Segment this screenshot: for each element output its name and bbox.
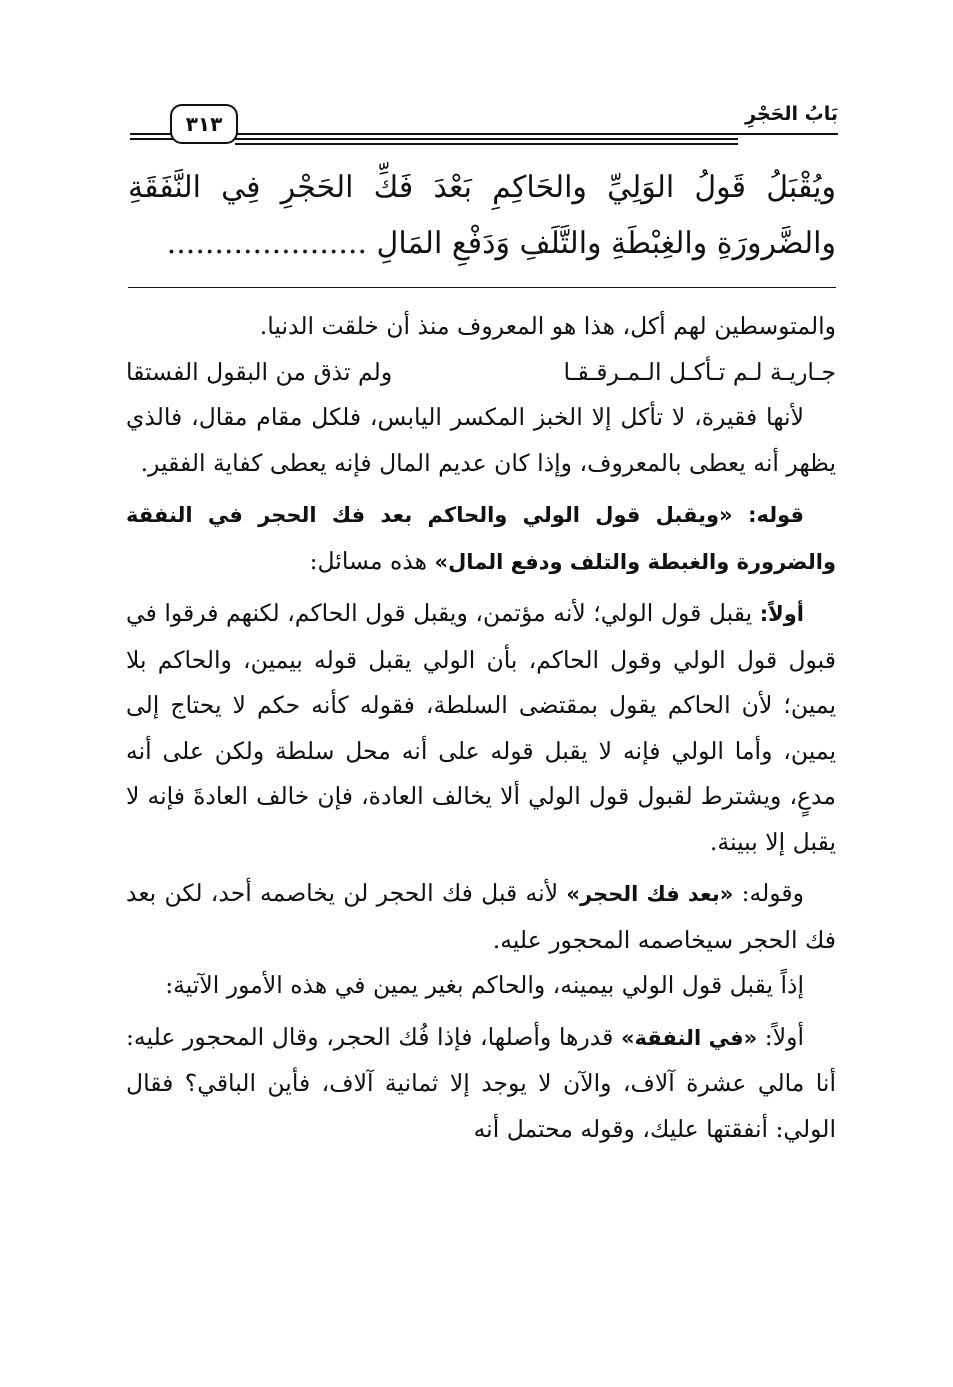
paragraph-text: لأنه قبل فك الحجر لن يخاصمه أحد، لكن بعد فك الحجر سيخاصمه المحجور عليه. <box>126 879 836 954</box>
paragraph <box>126 1015 836 1153</box>
matn-line: والضَّرورَةِ والغِبْطَةِ والتَّلَفِ وَدَفْعِ المَالِ ..................... <box>166 226 836 261</box>
header-rule <box>235 143 738 145</box>
page-header <box>120 92 838 152</box>
paragraph-text: يقبل قول الولي؛ لأنه مؤتمن، ويقبل قول الحاكم، لكنهم فرقوا في قبول قول الولي وقول الحاكم، بأن الولي يقبل قوله بيمين، والحاكم بلا يمين؛ لأن الحاكم يقول بمقتضى السلطة، فقوله كأنه حكم لا يحتاج إلى يمين، وأما الولي فإنه لا يقبل قوله على أنه محل سلطة ولكن على أنه مدعٍ، ويشترط لقبول قول الولي ألا يخالف العادة، فإن خالف العادةَ فإنه لا يقبل إلا ببينة. <box>126 599 836 856</box>
paragraph <box>126 591 836 865</box>
poetry-verse <box>126 350 836 396</box>
chapter-title: بَابُ الحَجْرِ <box>745 103 838 125</box>
matn-separator <box>128 287 836 288</box>
paragraph: لأنها فقيرة، لا تأكل إلا الخبز المكسر اليابس، فلكل مقام مقال، فالذي يظهر أنه يعطى بالمعروف، وإذا كان عديم المال فإنه يعطى كفاية الفقير. <box>126 403 836 477</box>
matn-quote: «في النفقة» <box>620 1025 758 1050</box>
page-number-text: ٣١٣ <box>185 112 223 136</box>
verse-first-hemistich: جـاريـة لـم تـأكـل الـمـرقـقـا <box>563 357 836 386</box>
paragraph <box>126 492 836 585</box>
matn-line: ويُقْبَلُ قَولُ الوَلِيِّ والحَاكِمِ بَعْدَ فَكِّ الحَجْرِ فِي النَّفَقَةِ <box>128 170 836 205</box>
page-number <box>170 104 238 144</box>
header-rule <box>235 138 738 140</box>
point-label: أولاً: <box>759 602 804 626</box>
point-label: أولاً: <box>757 1022 804 1051</box>
header-rule <box>235 133 838 135</box>
matn-quote: «ويقبل قول الولي والحاكم بعد فك الحجر في النفقة والضرورة والغبطة والتلف ودفع المال» <box>126 503 836 574</box>
paragraph: إذاً يقبل قول الولي بيمينه، والحاكم بغير يمين في هذه الأمور الآتية: <box>165 971 804 999</box>
quote-label: قوله: <box>748 503 804 527</box>
paragraph-text: قدرها وأصلها، فإذا فُك الحجر، وقال المحجور عليه: أنا مالي عشرة آلاف، والآن لا يوجد إلا ثمانية آلاف، فأين الباقي؟ فقال الولي: أنفقتها عليك، وقوله محتمل أنه <box>126 1022 836 1143</box>
matn-quote: «بعد فك الحجر» <box>566 882 734 906</box>
paragraph: والمتوسطين لهم أكل، هذا هو المعروف منذ أن خلقت الدنيا. <box>259 312 836 340</box>
verse-second-hemistich: ولم تذق من البقول الفستقا <box>126 357 393 386</box>
quote-label: وقوله: <box>741 879 804 907</box>
paragraph <box>126 871 836 963</box>
commentary-body <box>126 304 836 1152</box>
matn-text <box>128 160 836 272</box>
paragraph-text: هذه مسائل: <box>309 546 435 575</box>
